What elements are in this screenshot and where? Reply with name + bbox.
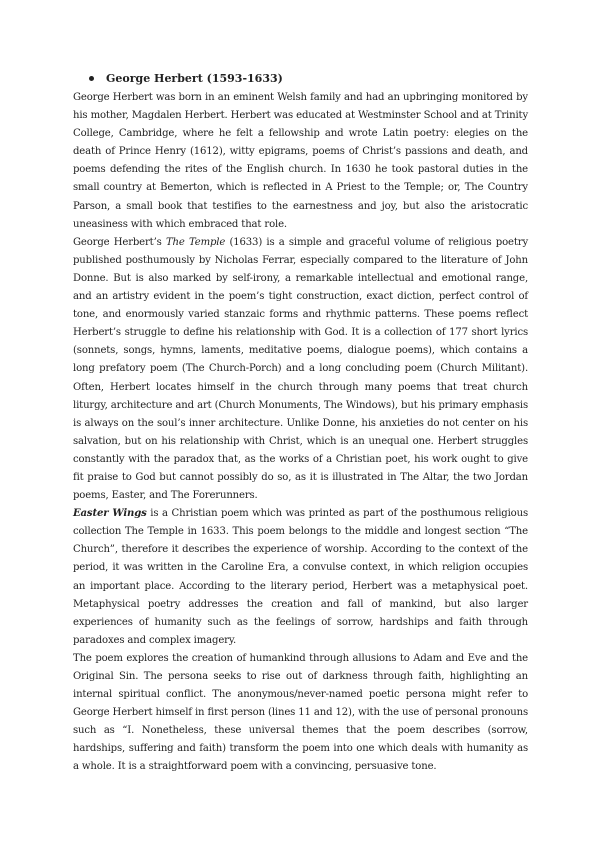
heading-title: George Herbert (1593-1633) <box>106 72 283 85</box>
paragraph-easter-wings <box>73 505 528 650</box>
paragraph-the-temple <box>73 234 528 505</box>
section-heading <box>89 70 528 87</box>
bullet-icon <box>89 76 94 81</box>
para2-lead: George Herbert’s <box>73 236 166 248</box>
paragraph-poem-themes: The poem explores the creation of humankind through allusions to Adam and Eve and the Original Sin. The persona seeks to rise out of darkness through faith, highlighting an internal spiritual conflict. The anonymous/never-named poetic persona might refer to George Herbert himself in first person (lines 11 and 12), with the use of personal pronouns such as “I. Nonetheless, these universal themes that the poem describes (sorrow, hardships, suffering and faith) transform the poem into one which deals with humanity as a whole. It is a straightforward poem with a convincing, persuasive tone. <box>73 652 528 773</box>
paragraph-biography: George Herbert was born in an eminent Welsh family and had an upbringing monitored by his mother, Magdalen Herbert. Herbert was educated at Westminster School and at Trinity College, Cambridge, where he felt a fellowship and wrote Latin poetry: elegies on the death of Prince Henry (1612), witty epigrams, poems of Christ’s passions and death, and poems defending the rites of the English church. In 1630 he took pastoral duties in the small country at Bemerton, which is reflected in A Priest to the Temple; or, The Country Parson, a small book that testifies to the earnestness and joy, but also the aristocratic uneasiness with which embraced that role. <box>73 92 528 230</box>
para3-rest: is a Christian poem which was printed as part of the posthumous religious collection The Temple in 1633. This poem belongs to the middle and longest section “The Church”, therefore it describes the experience of worship. According to the context of the period, it was written in the Caroline Era, a convulse context, in which religion occupies an important place. According to the literary period, Herbert was a metaphysical poet. Metaphysical poetry addresses the creation and fall of mankind, but also larger experiences of humanity such as the feelings of sorrow, hardships and faith through paradoxes and complex imagery. <box>73 508 528 646</box>
the-temple-title: The Temple <box>165 236 226 248</box>
para2-rest: (1633) is a simple and graceful volume of religious poetry published posthumously by Nicholas Ferrar, especially compared to the literature of John Donne. But is also marked by self-irony, a remarkable intellectual and emotional range, and an artistry evident in the poem’s tight construction, exact diction, perfect control of tone, and enormously varied stanzaic forms and rhythmic patterns. These poems reflect Herbert’s struggle to define his relationship with God. It is a collection of 177 short lyrics (sonnets, songs, hymns, laments, meditative poems, dialogue poems), which contains a long prefatory poem (The Church-Porch) and a long concluding poem (Church Militant). Often, Herbert locates himself in the church through many poems that treat church liturgy, architecture and art (Church Monuments, The Windows), but his primary emphasis is always on the soul’s inner architecture. Unlike Donne, his anxieties do not center on his salvation, but on his relationship with Christ, which is an unequal one. Herbert struggles constantly with the paradox that, as the works of a Christian poet, his work ought to give fit praise to God but cannot possibly do so, as it is illustrated in The Altar, the two Jordan poems, Easter, and The Forerunners. <box>73 236 528 502</box>
easter-wings-title: Easter Wings <box>73 508 147 520</box>
